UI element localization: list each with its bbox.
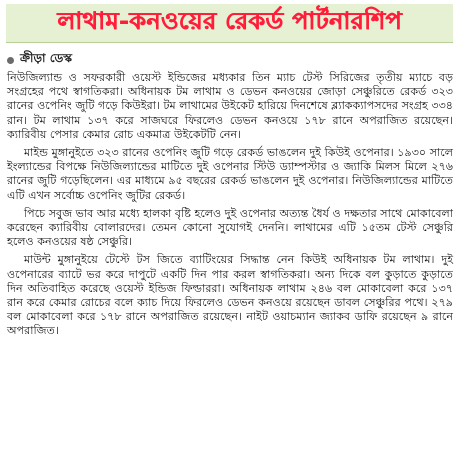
byline-label: ক্রীড়া ডেস্ক xyxy=(20,51,73,65)
article-paragraph: পিচে সবুজ ভাব আর মধ্যে হালকা বৃষ্টি হলেও দুই ওপেনার অত্যন্ত ধৈর্য ও দক্ষতার সাথে মোকাবেলা করেছেন ক্যারিবীয় বোলারদের। তেমন কোনো সুযোগই দেননি। লাথামের এটি ১৫তম টেস্ট সেঞ্চুরি হলেও কনওয়ের ষষ্ঠ সেঞ্চুরি। xyxy=(7,206,453,249)
headline: লাথাম-কনওয়ের রেকর্ড পার্টনারশিপ xyxy=(57,7,402,35)
article-body xyxy=(7,71,453,339)
article-paragraph: নিউজিল্যান্ড ও সফরকারী ওয়েস্ট ইন্ডিজের মধ্যকার তিন ম্যাচ টেস্ট সিরিজের তৃতীয় ম্যাচে বড় সংগ্রহের পথে স্বাগতিকরা। অধিনায়ক টম লাথাম ও ডেভন কনওয়ের জোড়া সেঞ্চুরিতে রেকর্ড ৩২৩ রানের ওপেনিং জুটি গড়ে কিউইরা। টম লাথামের উইকেট হারিয়ে দিনশেষে ব্ল্যাকক্যাপসদের সংগ্রহ ৩৩৪ রান। টম লাথাম ১৩৭ করে সাজঘরে ফিরলেও ডেভন কনওয়ে ১৭৮ রানে অপরাজিত রয়েছেন। ক্যারিবীয় পেসার কেমার রোচ একমাত্র উইকেটটি নেন। xyxy=(7,71,453,141)
bullet-dot-icon xyxy=(7,57,14,64)
byline xyxy=(7,50,451,70)
article-paragraph: মাইন্ড মুঙ্গানুইতে ৩২৩ রানের ওপেনিং জুটি গড়ে রেকর্ড ভাঙলেন দুই কিউই ওপেনার। ১৯৩০ সালে ইংল্যান্ডের বিপক্ষে নিউজিল্যান্ডের মাটিতে দুই ওপেনার স্টিউ ড্যাম্পস্টার ও জ্যাকি মিলস মিলে ২৭৬ রানের জুটি গড়েছিলেন। এর মাধ্যমে ৯৫ বছরের রেকর্ড ভাঙলেন দুই ওপেনার। নিউজিল্যান্ডের মাটিতে এটি এখন সর্বোচ্চ ওপেনিং জুটির রেকর্ড। xyxy=(7,146,453,202)
headline-banner xyxy=(6,4,453,43)
article-paragraph: মাউন্ট মুঙ্গানুইয়ে টেস্টে টস জিতে ব্যাটিংয়ের সিদ্ধান্ত নেন কিউই অধিনায়ক টম লাথাম। দুই ওপেনারের ব্যাটে ভর করে দাপুটে একটি দিন পার করল স্বাগতিকরা। অন্য দিকে বল কুড়াতে কুড়াতে দিন অতিবাহিত করেছে ওয়েস্ট ইন্ডিজ ফিল্ডাররা। অধিনায়ক লাথাম ২৪৬ বল মোকাবেলা করে ১৩৭ রান করে কেমার রোচের বলে ক্যাচ দিয়ে ফিরলেও ডেভন কনওয়ে রয়েছেন ডাবল সেঞ্চুরির পথে। ২৭৯ বল মোকাবেলা করে ১৭৮ রানে অপরাজিত রয়েছেন। নাইট ওয়াচম্যান জ্যাকব ডাফি রয়েছেন ৯ রানে অপরাজিত। xyxy=(7,253,453,338)
